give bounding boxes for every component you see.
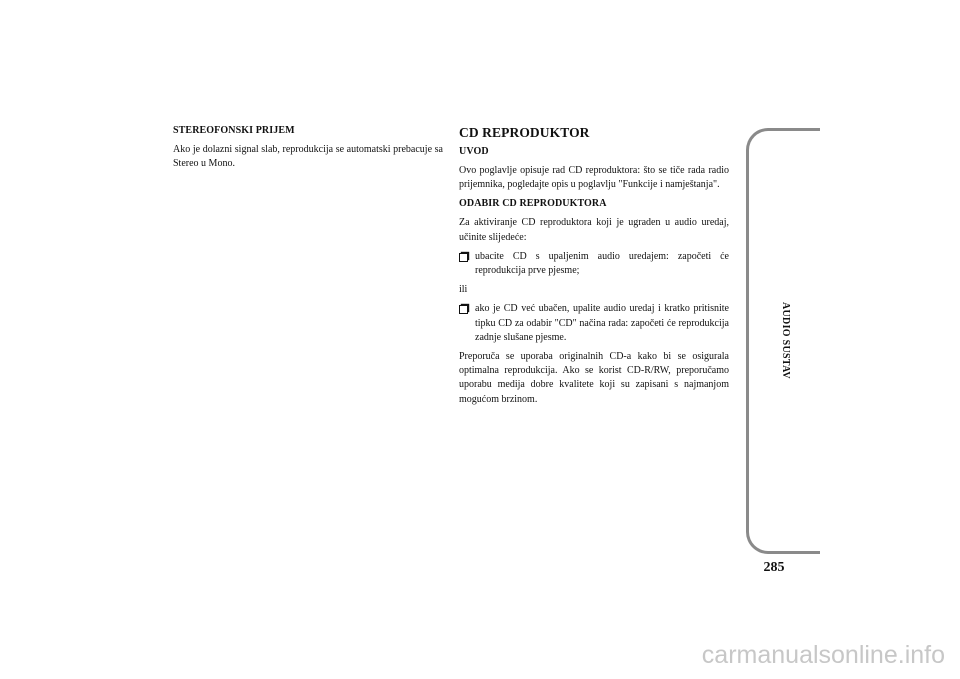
bullet-item-insert-cd xyxy=(459,250,729,278)
watermark: carmanualsonline.info xyxy=(701,641,945,669)
select-text: Za aktiviranje CD reproduktora koji je ugraden u audio uredaj, učinite slijedeće: xyxy=(459,217,729,243)
select-heading: ODABIR CD REPRODUKTORA xyxy=(459,198,607,210)
page-number: 285 xyxy=(763,560,785,575)
or-text: ili xyxy=(459,284,468,296)
intro-heading: UVOD xyxy=(459,146,489,157)
side-tab-label: AUDIO SUSTAV xyxy=(780,301,791,379)
recommendation-text: Preporuča se uporaba originalnih CD-a kako bi se osigurala optimalna reprodukcija. Ako se korist CD-R/RW, preporučamo uporabu medija dobre kvalitete koji su zapisani s najmanjom mogućom brzinom. xyxy=(459,351,729,405)
bullet-item-cd-inserted xyxy=(459,302,729,345)
right-column xyxy=(459,124,729,412)
checkbox-bullet-icon xyxy=(459,253,468,262)
section-title: CD REPRODUKTOR xyxy=(459,125,590,140)
stereo-reception-text: Ako je dolazni signal slab, reprodukcija se automatski prebacuje sa Stereo u Mono. xyxy=(173,144,443,170)
intro-text: Ovo poglavlje opisuje rad CD reproduktora: što se tiče rada radio prijemnika, pogledajte opis u poglavlju "Funkcije i namještanja". xyxy=(459,165,729,191)
stereo-reception-heading: STEREOFONSKI PRIJEM xyxy=(173,125,295,136)
checkbox-bullet-icon xyxy=(459,305,468,314)
bullet-text-insert-cd: ubacite CD s upaljenim audio uredajem: započeti će reprodukcija prve pjesme; xyxy=(475,250,729,277)
left-column xyxy=(173,124,443,176)
bullet-text-cd-inserted: ako je CD već ubačen, upalite audio uredaj i kratko pritisnite tipku CD za odabir "CD" načina rada: započeti će reprodukcija zadnje slušane pjesme. xyxy=(475,303,729,343)
